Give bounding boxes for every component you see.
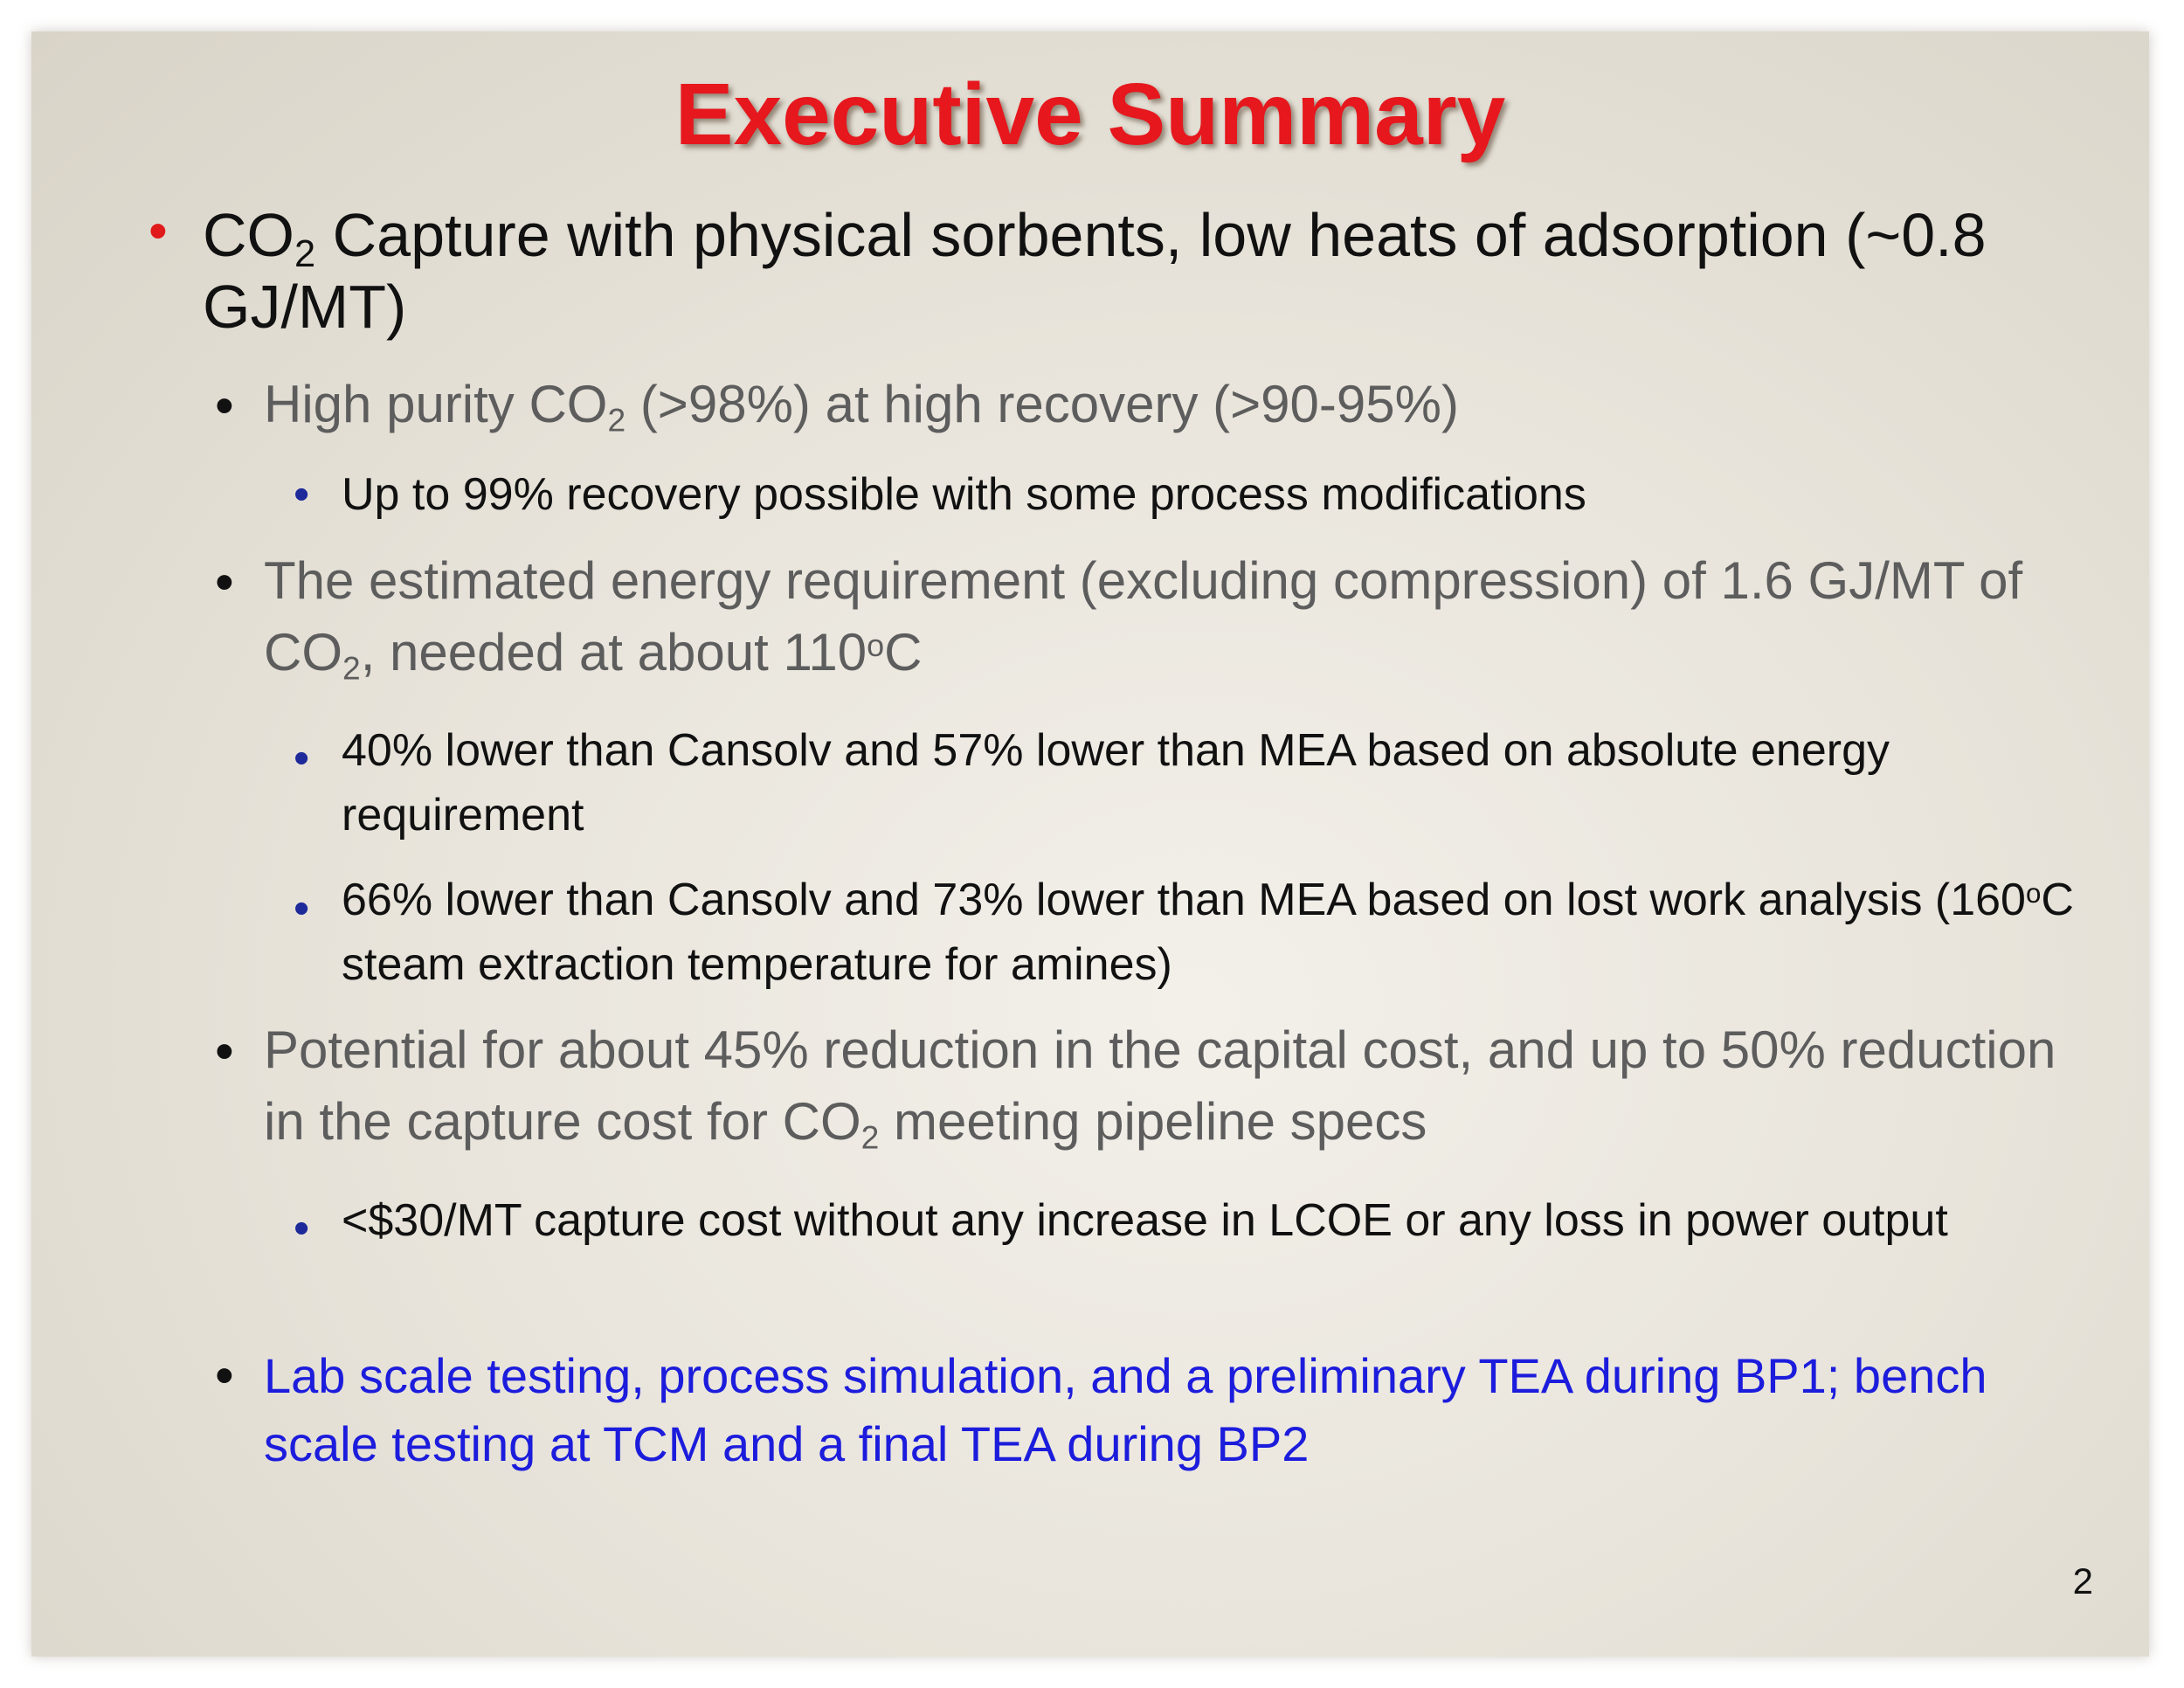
bullet-dot: •	[215, 1346, 234, 1406]
bullet-energy-requirement: The estimated energy requirement (excluding compression) of 1.6 GJ/MT of $CO_2$, needed at about 110$^o$C	[264, 551, 2023, 687]
bullet-dot: •	[215, 552, 234, 612]
page-number: 2	[2072, 1560, 2093, 1602]
bullet-capture-cost: <$30/MT capture cost without any increase in LCOE or any loss in power output	[342, 1195, 1948, 1246]
bullet-high-purity: High purity $CO_2$ (>98%) at high recovery (>90-95%)	[264, 375, 1459, 439]
bullet-dot: •	[294, 469, 310, 520]
bullet-dot: •	[294, 883, 310, 934]
bullet-dot: •	[149, 201, 168, 261]
bullet-co2-capture: $CO_2$ Capture with physical sorbents, low heats of adsorption (~0.8 GJ/MT)	[203, 201, 1987, 341]
bullet-recovery-99: Up to 99% recovery possible with some process modifications	[342, 469, 1586, 520]
slide-title: Executive Summary	[674, 66, 1506, 163]
bullet-dot: •	[215, 1021, 234, 1082]
bullet-testing-plan: Lab scale testing, process simulation, and a preliminary TEA during BP1; bench scale testing at TCM and a final TEA during BP2	[264, 1348, 1987, 1471]
slide	[31, 31, 2149, 1657]
bullet-lost-work: 66% lower than Cansolv and 73% lower than MEA based on lost work analysis (160$^o$C steam extraction temperature for amines)	[342, 875, 2074, 990]
bullet-dot: •	[215, 376, 234, 436]
bullet-dot: •	[294, 1203, 310, 1254]
bullet-absolute-energy: 40% lower than Cansolv and 57% lower than MEA based on absolute energy requirement	[342, 725, 1890, 841]
bullet-dot: •	[294, 733, 310, 784]
bullet-capital-cost: Potential for about 45% reduction in the capital cost, and up to 50% reduction in the capture cost for $CO_2$ meeting pipeline specs	[264, 1020, 2056, 1156]
